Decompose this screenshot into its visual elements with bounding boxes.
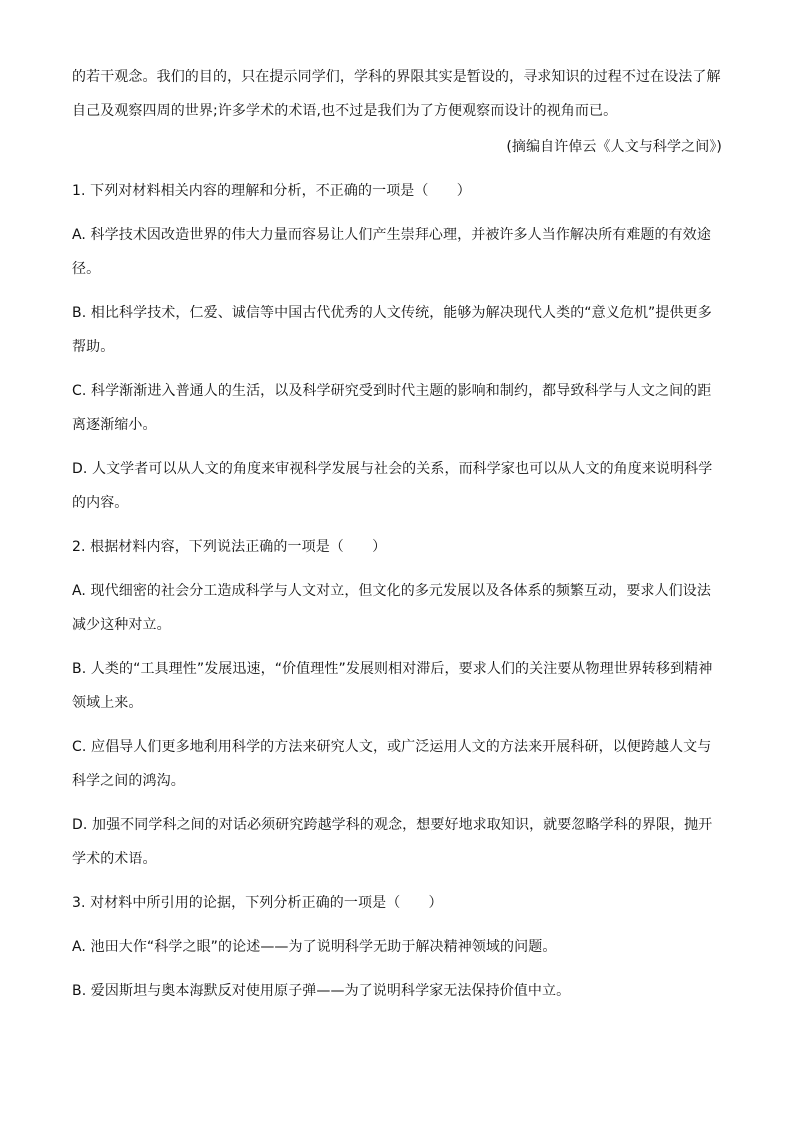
- question-2-stem: 2. 根据材料内容，下列说法正确的一项是（ ）: [72, 539, 387, 555]
- question-1-option-d: D. 人文学者可以从人文的角度来审视科学发展与社会的关系，而科学家也可以从人文的角度来说明科学的内容。: [72, 461, 713, 511]
- question-3: [72, 886, 722, 1008]
- question-2-option-b: B. 人类的“工具理性”发展迅速，“价值理性”发展则相对滞后，要求人们的关注要从物理世界转移到精神领域上来。: [72, 661, 713, 711]
- intro-paragraph: 的若干观念。我们的目的，只在提示同学们，学科的界限其实是暂设的，寻求知识的过程不过在设法了解自己及观察四周的世界;许多学术的术语,也不过是我们为了方便观察而设计的视角而已。: [72, 69, 721, 119]
- question-3-option-b: B. 爱因斯坦与奥本海默反对使用原子弹——为了说明科学家无法保持价值中立。: [72, 983, 571, 999]
- question-1-option-b: B. 相比科学技术，仁爱、诚信等中国古代优秀的人文传统，能够为解决现代人类的“意义危机”提供更多帮助。: [72, 305, 712, 355]
- question-3-option-a: A. 池田大作“科学之眼”的论述——为了说明科学无助于解决精神领域的问题。: [72, 939, 557, 955]
- question-3-stem: 3. 对材料中所引用的论据，下列分析正确的一项是（ ）: [72, 895, 443, 911]
- question-1-stem: 1. 下列对材料相关内容的理解和分析，不正确的一项是（ ）: [72, 183, 471, 199]
- question-2-option-d: D. 加强不同学科之间的对话必须研究跨越学科的观念，想要好地求取知识，就要忽略学科的界限，抛开学术的术语。: [72, 817, 713, 867]
- source-citation: (摘编自许倬云《人文与科学之间》): [506, 139, 722, 155]
- question-1-option-a: A. 科学技术因改造世界的伟大力量而容易让人们产生崇拜心理，并被许多人当作解决所有难题的有效途径。: [72, 227, 711, 277]
- document-page: [72, 60, 722, 1008]
- question-2: [72, 530, 722, 876]
- question-2-option-c: C. 应倡导人们更多地利用科学的方法来研究人文，或广泛运用人文的方法来开展科研，以便跨越人文与科学之间的鸿沟。: [72, 739, 712, 789]
- question-2-option-a: A. 现代细密的社会分工造成科学与人文对立，但文化的多元发展以及各体系的频繁互动，要求人们设法减少这种对立。: [72, 583, 711, 633]
- question-1-option-c: C. 科学渐渐进入普通人的生活，以及科学研究受到时代主题的影响和制约，都导致科学与人文之间的距离逐渐缩小。: [72, 383, 712, 433]
- question-1: [72, 174, 722, 520]
